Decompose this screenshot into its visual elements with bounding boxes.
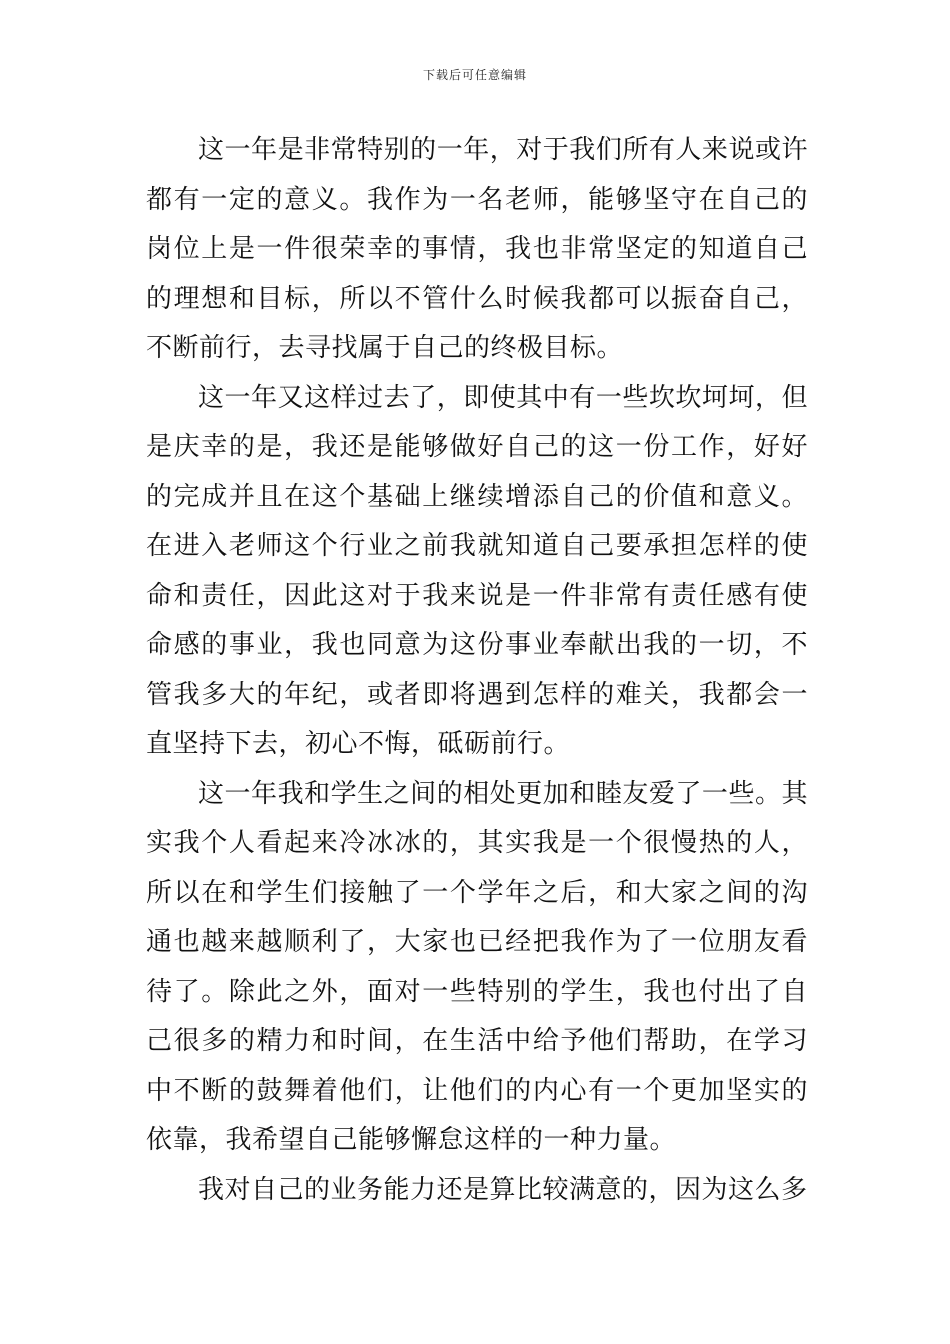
paragraph-3: 这一年我和学生之间的相处更加和睦友爱了一些。其实我个人看起来冷冰冰的，其实我是一个很慢热的人，所以在和学生们接触了一个学年之后，和大家之间的沟通也越来越顺利了，大家也已经把我作为了一位朋友看待了。除此之外，面对一些特别的学生，我也付出了自己很多的精力和时间，在生活中给予他们帮助，在学习中不断的鼓舞着他们，让他们的内心有一个更加坚实的依靠，我希望自己能够懈怠这样的一种力量。	[146, 778, 808, 1155]
paragraph-4: 我对自己的业务能力还是算比较满意的，因为这么多	[198, 1174, 808, 1205]
paragraph-1: 这一年是非常特别的一年，对于我们所有人来说或许都有一定的意义。我作为一名老师，能够坚守在自己的岗位上是一件很荣幸的事情，我也非常坚定的知道自己的理想和目标，所以不管什么时候我都可以振奋自己，不断前行，去寻找属于自己的终极目标。	[146, 135, 808, 363]
paragraph-2: 这一年又这样过去了，即使其中有一些坎坎坷坷，但是庆幸的是，我还是能够做好自己的这一份工作，好好的完成并且在这个基础上继续增添自己的价值和意义。在进入老师这个行业之前我就知道自己要承担怎样的使命和责任，因此这对于我来说是一件非常有责任感有使命感的事业，我也同意为这份事业奉献出我的一切，不管我多大的年纪，或者即将遇到怎样的难关，我都会一直坚持下去，初心不悔，砥砺前行。	[146, 382, 808, 759]
document-body	[146, 126, 808, 1215]
page-header: 下载后可任意编辑	[422, 68, 527, 82]
